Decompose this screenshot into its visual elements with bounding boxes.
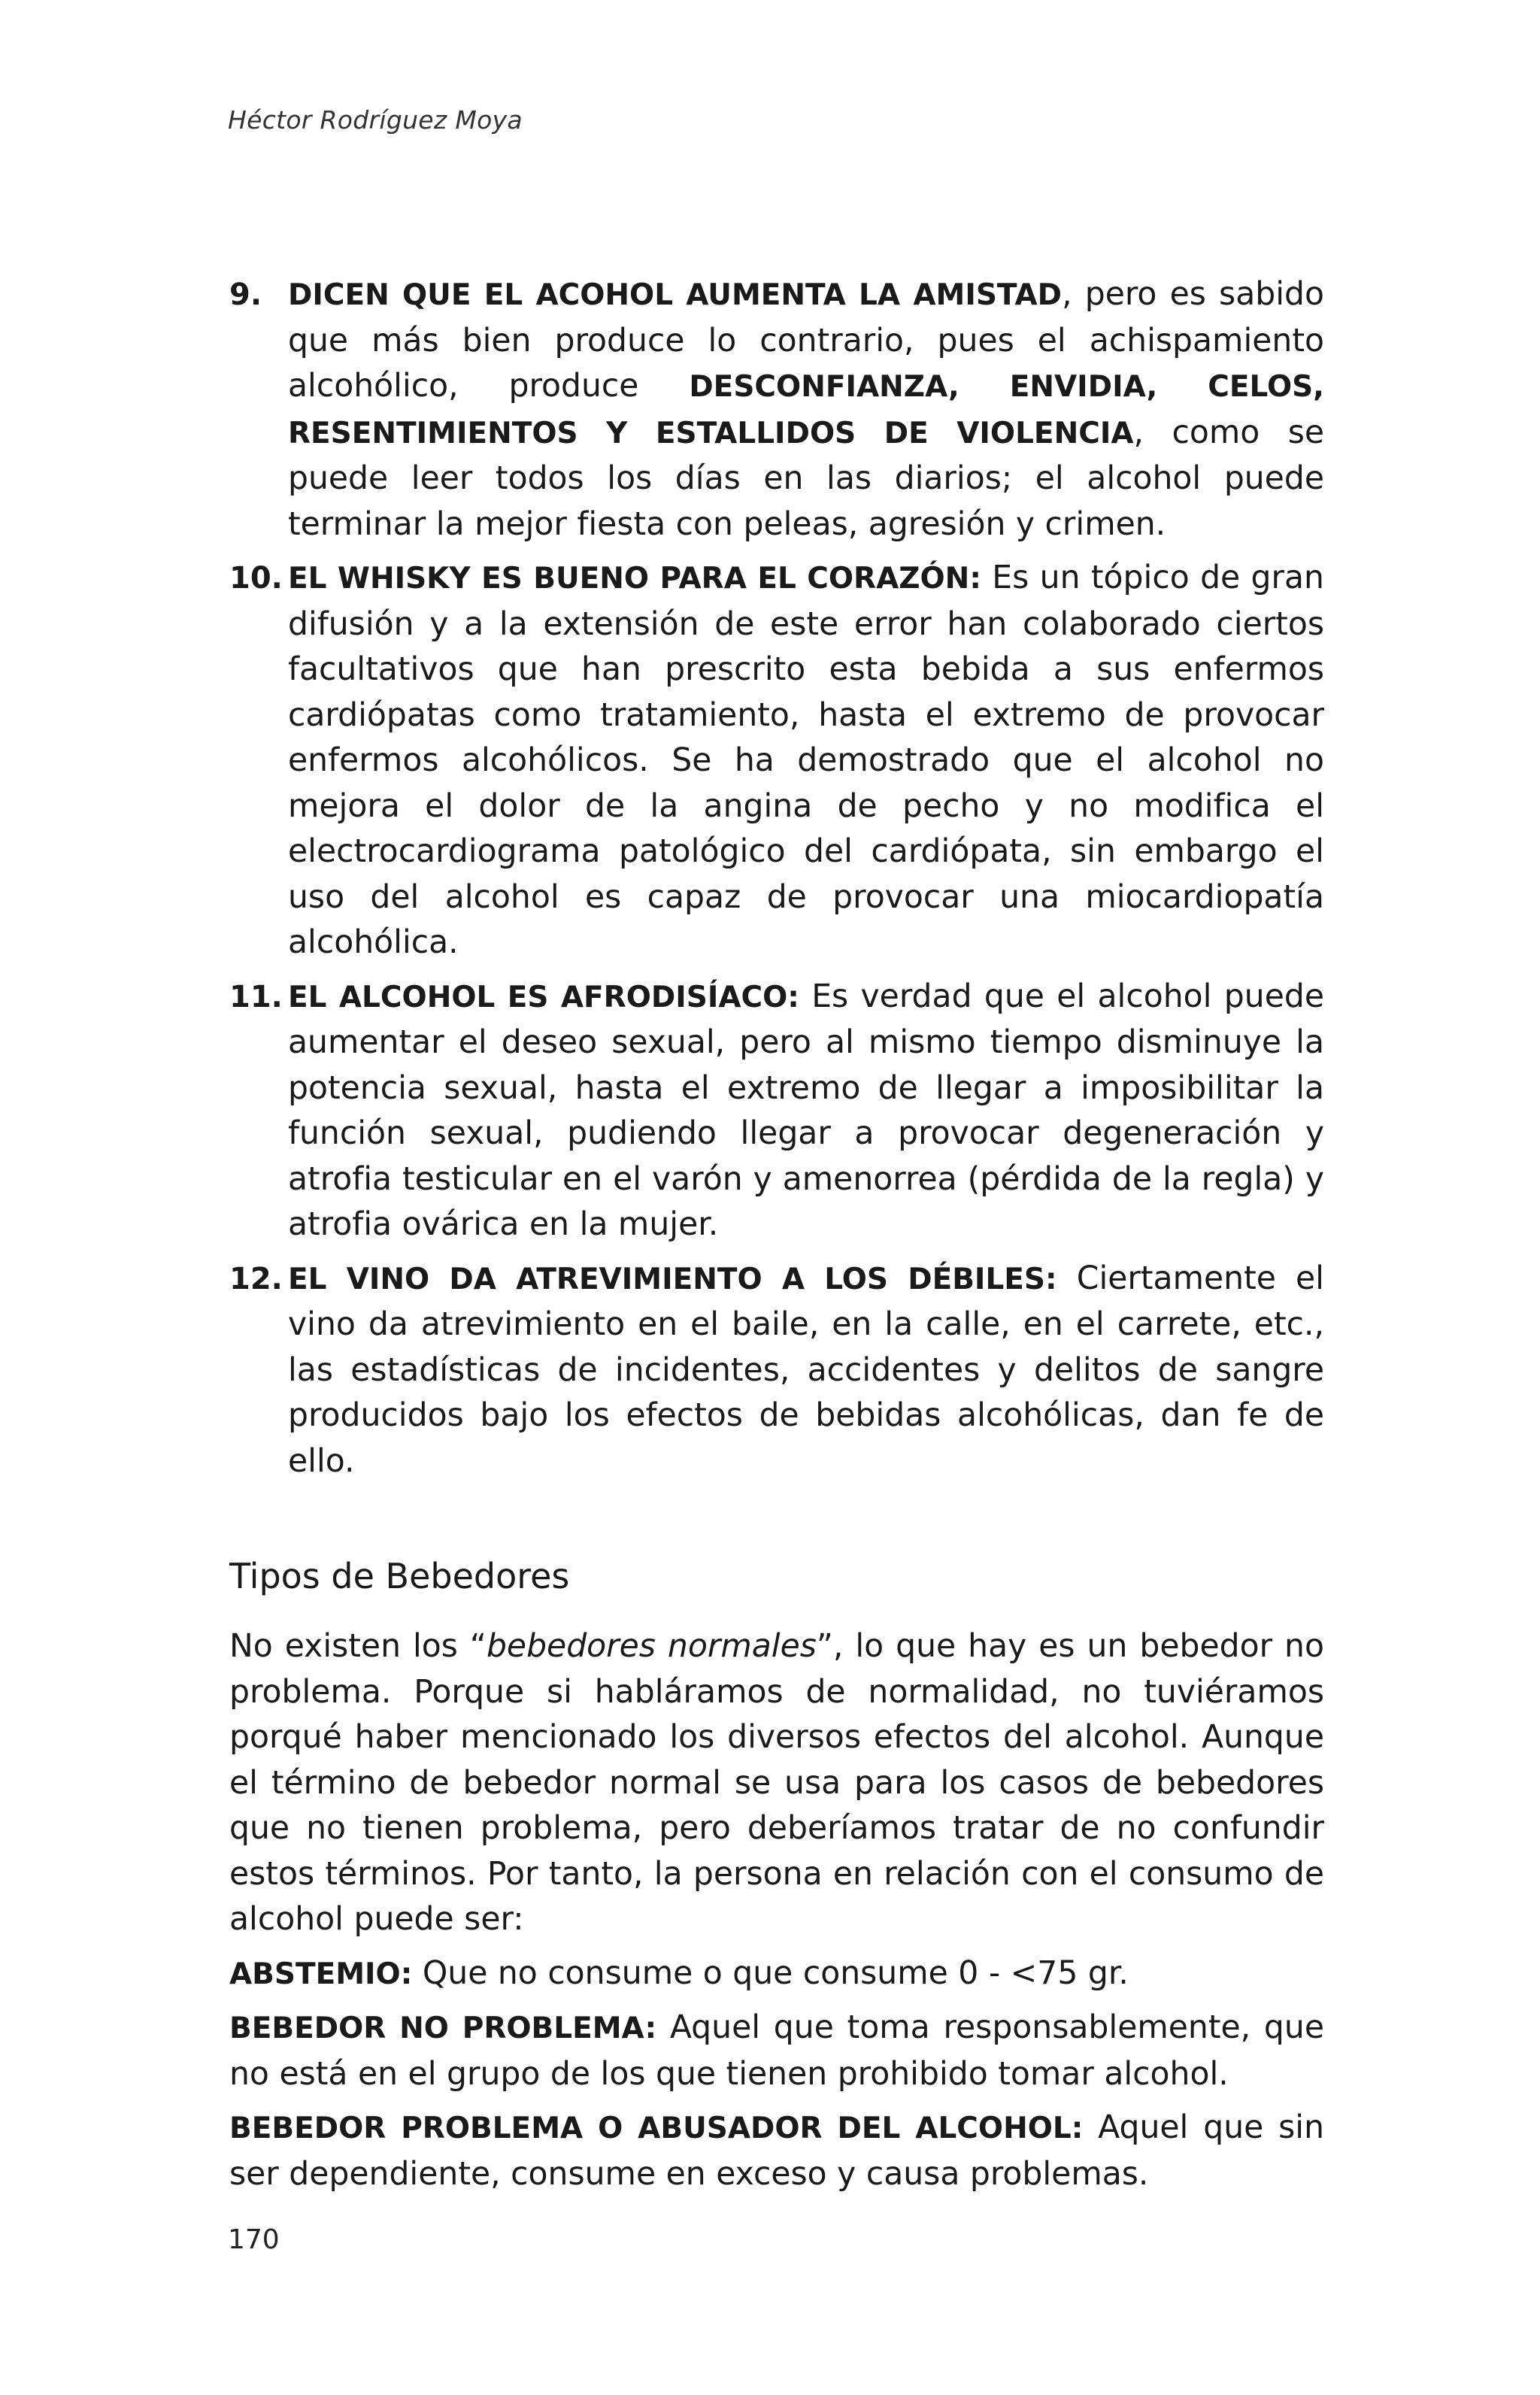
list-item-emphasis: DESCONFIANZA, ENVIDIA, CELOS, RESENTIMIENTOS Y ESTALLIDOS DE VIOLENCIA [288,370,1325,450]
intro-text-start: No existen los “ [229,1628,487,1665]
page-body [229,272,1324,2206]
list-item-lead: EL WHISKY ES BUENO PARA EL CORAZÓN: [288,562,981,596]
list-item-9 [229,272,1324,547]
list-item-lead: DICEN QUE EL ACOHOL AUMENTA LA AMISTAD [288,278,1063,312]
list-item-text [288,556,1324,966]
list-item-lead: EL VINO DA ATREVIMIENTO A LOS DÉBILES: [288,1262,1057,1296]
definition-text: Aquel que toma responsablemente, que no está en el grupo de los que tienen prohibido tomar alcohol. [229,2009,1324,2093]
list-item-number: 11. [229,979,283,1014]
list-item-body: , pero es sabido que más bien produce lo contrario, pues el achispamiento alcohólico, produce [288,276,1324,405]
definition-term: BEBEDOR NO PROBLEMA: [229,2011,657,2045]
section-heading: Tipos de Bebedores [229,1556,570,1596]
list-item-number: 12. [229,1261,283,1296]
list-item-body: Es verdad que el alcohol puede aumentar el deseo sexual, pero al mismo tiempo disminuye la potencia sexual, hasta el extremo de llegar a imposibilitar la función sexual, pudiendo llegar a provocar degeneración y atrofia testicular en el varón y amenorrea (pérdida de la regla) y atrofia ovárica en la mujer. [288,978,1324,1243]
section-intro-paragraph [229,1624,1324,1943]
definition-text: Aquel que sin ser dependiente, consume en exceso y causa problemas. [229,2109,1325,2193]
list-item-body-continued: , como se puede leer todos los días en las diarios; el alcohol puede terminar la mejor fiesta con peleas, agresión y crimen. [288,414,1324,543]
list-item-10 [229,556,1324,966]
list-item-11 [229,975,1324,1248]
list-item-body: Es un tópico de gran difusión y a la extensión de este error han colaborado ciertos facultativos que han prescrito esta bebida a sus enfermos cardiópatas como tratamiento, hasta el extremo de provocar enfermos alcohólicos. Se ha demostrado que el alcohol no mejora el dolor de la angina de pecho y no modifica el electrocardiograma patológico del cardiópata, sin embargo el uso del alcohol es capaz de provocar una miocardiopatía alcohólica. [288,559,1324,961]
running-head-author: Héctor Rodríguez Moya [228,105,523,135]
definition-text: Que no consume o que consume 0 - <75 gr. [412,1954,1129,1992]
definition-bebedor-problema [229,2105,1324,2197]
list-item-text [288,975,1324,1248]
list-item-12 [229,1257,1324,1485]
list-item-number: 9. [229,277,262,312]
list-item-lead: EL ALCOHOL ES AFRODISÍACO: [288,980,799,1014]
intro-italic-term: bebedores normales [486,1628,817,1665]
list-item-text [288,1257,1324,1485]
page-number: 170 [228,2224,280,2255]
definition-term: ABSTEMIO: [229,1957,413,1991]
definition-abstemio [229,1951,1324,1998]
list-item-body: Ciertamente el vino da atrevimiento en el baile, en la calle, en el carrete, etc., las estadísticas de incidentes, accidentes y delitos de sangre producidos bajo los efectos de bebidas alcohólicas, dan fe de ello. [288,1260,1324,1480]
list-item-number: 10. [229,561,283,596]
intro-text-rest: ”, lo que hay es un bebedor no problema. Porque si habláramos de normalidad, no tuviéramos porqué haber mencionado los diversos efectos del alcohol. Aunque el término de bebedor normal se usa para los casos de bebedores que no tienen problema, pero deberíamos tratar de no confundir estos términos. Por tanto, la persona en relación con el consumo de alcohol puede ser: [229,1628,1324,1938]
definition-bebedor-no-problema [229,2005,1324,2097]
definition-term: BEBEDOR PROBLEMA O ABUSADOR DEL ALCOHOL: [229,2112,1084,2145]
list-item-text [288,272,1324,547]
